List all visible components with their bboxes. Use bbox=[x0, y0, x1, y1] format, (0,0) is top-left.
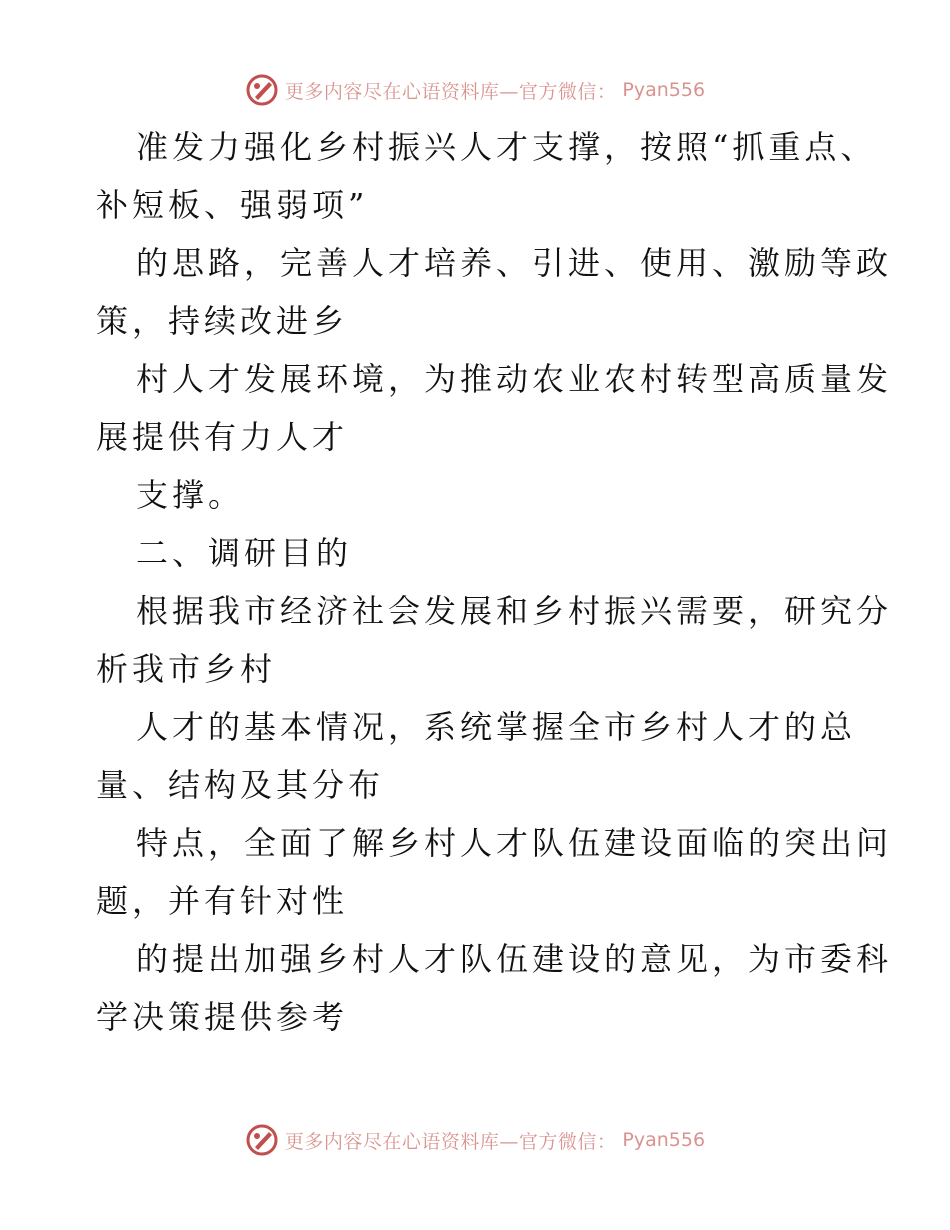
watermark-wechat: Pyan556 bbox=[622, 1129, 706, 1151]
watermark-text: 更多内容尽在心语资料库—官方微信： bbox=[284, 1130, 617, 1153]
text-line: 准发力强化乡村振兴人才支撑，按照“抓重点、 bbox=[136, 128, 877, 166]
header-watermark bbox=[0, 70, 950, 110]
text-line: 题，并有针对性 bbox=[96, 882, 349, 920]
text-line: 的思路，完善人才培养、引进、使用、激励等政 bbox=[136, 244, 893, 282]
watermark-wechat: Pyan556 bbox=[622, 79, 706, 101]
text-line: 支撑。 bbox=[136, 476, 245, 514]
watermark-logo-icon bbox=[245, 1123, 279, 1157]
section-heading: 二、调研目的 bbox=[136, 534, 353, 572]
text-line: 特点，全面了解乡村人才队伍建设面临的突出问 bbox=[136, 824, 893, 862]
text-line: 村人才发展环境，为推动农业农村转型高质量发 bbox=[136, 360, 893, 398]
text-line: 策，持续改进乡 bbox=[96, 302, 349, 340]
text-line: 学决策提供参考 bbox=[96, 998, 349, 1036]
text-line: 根据我市经济社会发展和乡村振兴需要，研究分 bbox=[136, 592, 893, 630]
text-line: 展提供有力人才 bbox=[96, 418, 349, 456]
watermark-text: 更多内容尽在心语资料库—官方微信： bbox=[284, 80, 617, 103]
footer-watermark bbox=[0, 1120, 950, 1160]
text-line: 的提出加强乡村人才队伍建设的意见，为市委科 bbox=[136, 940, 893, 978]
text-line: 人才的基本情况，系统掌握全市乡村人才的总 bbox=[136, 708, 857, 746]
text-line: 析我市乡村 bbox=[96, 650, 277, 688]
watermark-logo-icon bbox=[245, 73, 279, 107]
document-body bbox=[96, 118, 893, 1046]
text-line: 补短板、强弱项” bbox=[96, 186, 369, 224]
text-line: 量、结构及其分布 bbox=[96, 766, 385, 804]
